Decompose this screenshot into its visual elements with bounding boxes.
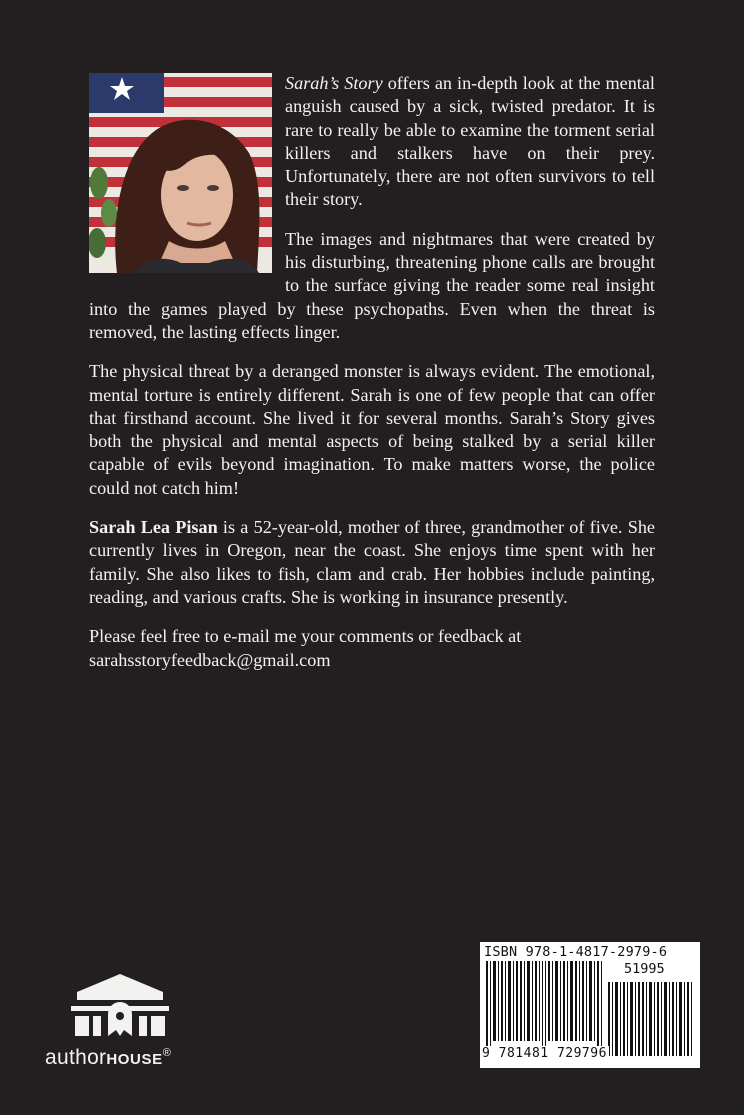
- contact-paragraph: [89, 625, 655, 672]
- price-code: 51995: [624, 961, 665, 977]
- blurb-text: offers an in-depth look at the mental anguish caused by a sick, twisted predator. It is rare to really be able to examine the torment serial killers and stalkers have on their prey. Unfortunately, there are not often survivors to tell their story.: [285, 73, 655, 210]
- author-bio: [89, 516, 655, 609]
- isbn-number: ISBN 978-1-4817-2979-6: [484, 944, 668, 960]
- registered-mark: ®: [162, 1047, 172, 1059]
- blurb-paragraph-3: The physical threat by a deranged monster is always evident. The emotional, mental torture is entirely different. Sarah is one of few people that can offer that firsthand account. She lived it for several months. Sarah’s Story gives both the physical and mental aspects of being stalked by a serial killer capable of evils beyond imagination. To make matters worse, the police could not catch him!: [89, 361, 655, 498]
- publisher-name-part2: HOUSE: [106, 1051, 163, 1068]
- blurb-paragraph-2: The images and nightmares that were created by his disturbing, threatening phone calls are brought to the surface giving the reader some real insight into the games played by these psychopaths. Even when the threat is removed, the lasting effects linger.: [89, 228, 655, 342]
- publisher-name: [45, 1046, 171, 1070]
- publisher-name-part1: author: [45, 1046, 107, 1069]
- book-title: Sarah’s Story: [285, 73, 383, 93]
- back-cover-text: [89, 72, 655, 688]
- author-bio-text: is a 52-year-old, mother of three, grandmother of five. She currently lives in Oregon, near the coast. She enjoys time spent with her family. She also likes to fish, clam and crab. Her hobbies include painting, reading, and various crafts. She is working in insurance presently.: [89, 517, 655, 607]
- isbn-barcode: [480, 942, 700, 1068]
- ean-digits: 9 781481 729796: [482, 1046, 607, 1061]
- author-name: Sarah Lea Pisan: [89, 517, 218, 538]
- photo-spacer: [89, 72, 285, 278]
- contact-text: Please feel free to e-mail me your comments or feedback at: [89, 626, 522, 647]
- contact-email: sarahsstoryfeedback@gmail.com: [89, 649, 331, 670]
